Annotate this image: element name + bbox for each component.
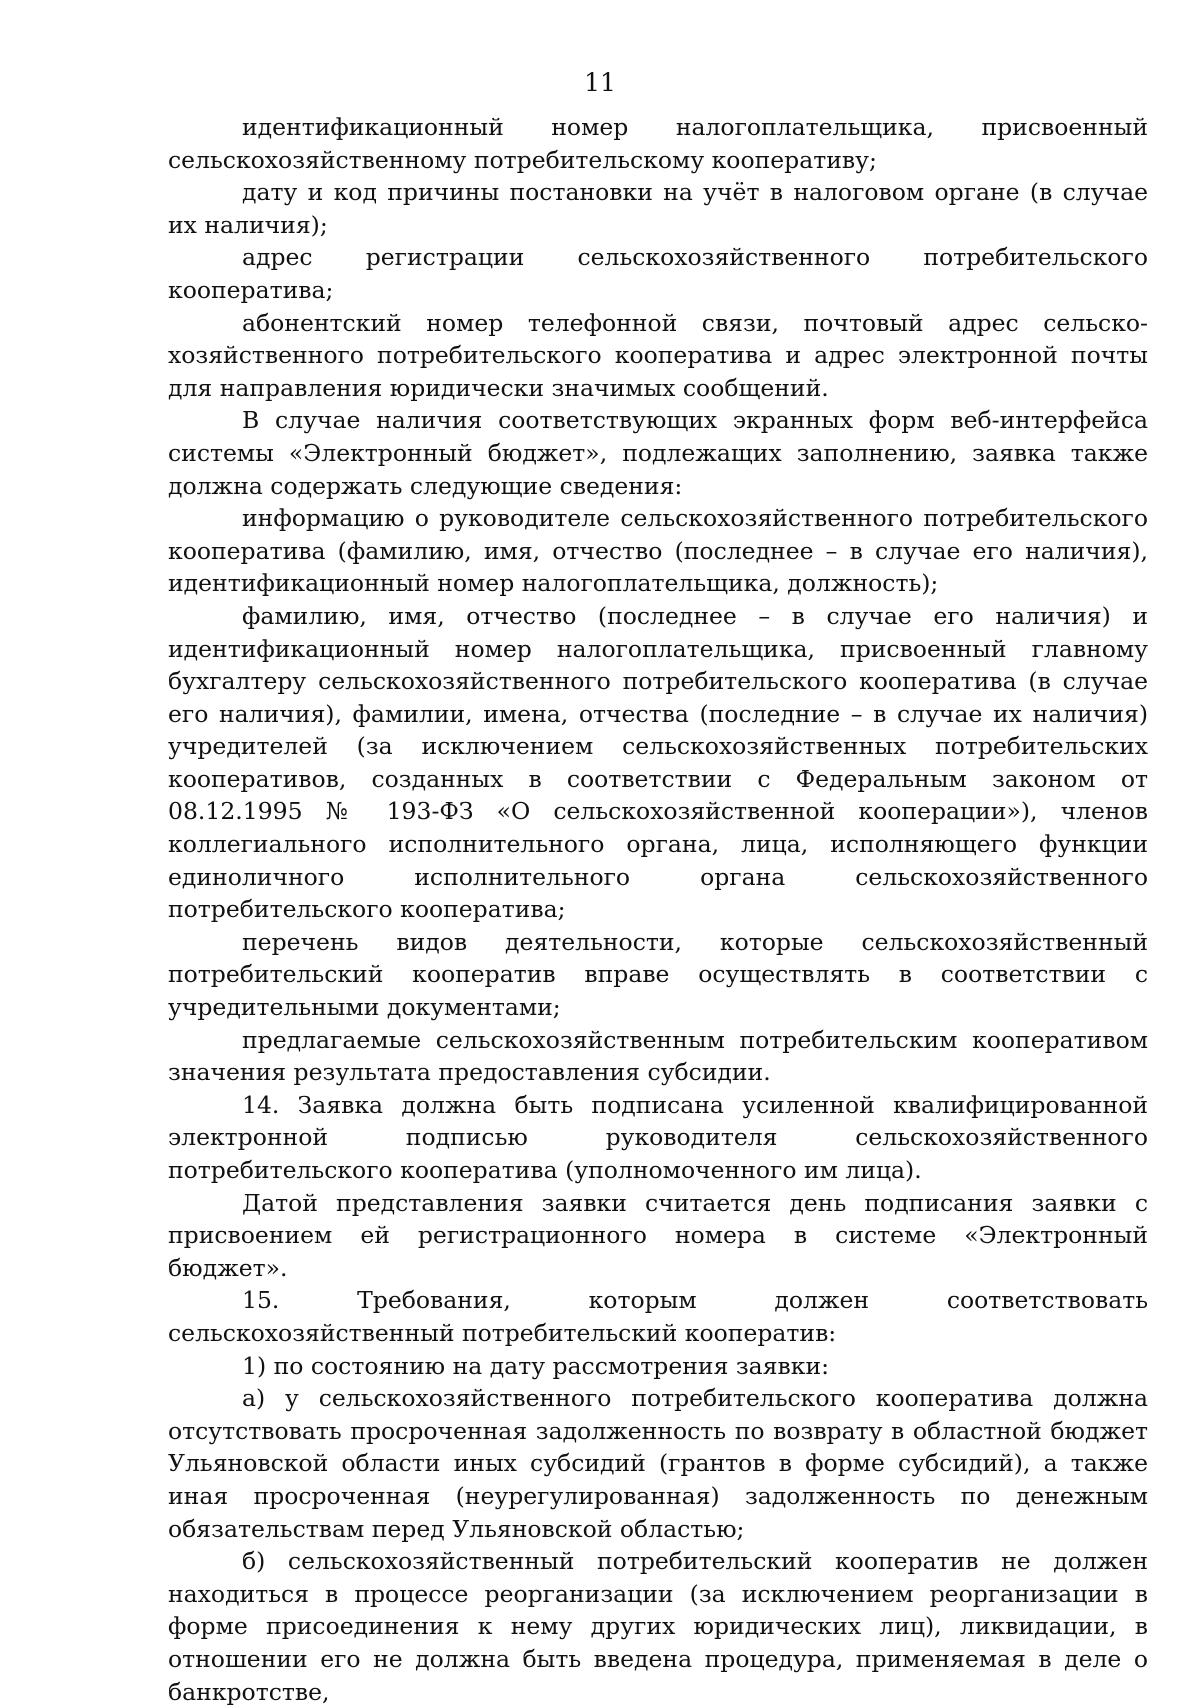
paragraph-clause-15: 15. Требования, которым должен соответствовать сельскохозяйственный потребительский кооператив: [168, 1286, 1148, 1347]
paragraph-contacts: абонентский номер телефонной связи, почтовый адрес сельскохозяйственного потребительского кооператива и адрес электронной почты для направления юридически значимых сообщений. [168, 308, 1148, 402]
paragraph-item-1: 1) по состоянию на дату рассмотрения заявки: [242, 1351, 830, 1380]
paragraph-activities: перечень видов деятельности, которые сельскохозяйственный потребительский кооператив вправе осуществлять в соответствии с учредительными документами; [168, 927, 1148, 1022]
paragraph-item-a: а) у сельскохозяйственного потребительского кооператива должна отсутствовать просроченная задолженность по возврату в областной бюджет Ульяновской области иных субсидий (грантов в форме субсидий), а также иная просроченная (неурегулированная) задолженность по денежным обязательствам перед Ульяновской областью; [168, 1384, 1148, 1543]
page-number: 11 [584, 68, 616, 97]
paragraph-submission-date: Датой представления заявки считается день подписания заявки с присвоением ей регистрационного номера в системе «Электронный бюджет». [168, 1188, 1148, 1282]
paragraph-address: адрес регистрации сельскохозяйственного потребительского кооператива; [168, 243, 1148, 304]
paragraph-taxpayer-id: идентификационный номер налогоплательщика, присвоенный сельскохозяйственному потребительскому кооперативу; [168, 113, 1148, 174]
paragraph-clause-14: 14. Заявка должна быть подписана усиленной квалифицированной электронной подписью руководителя сельскохозяйственного потребительского кооператива (уполномоченного им лица). [168, 1090, 1148, 1184]
paragraph-accountant-founders: фамилию, имя, отчество (последнее – в случае его наличия) и идентификационный номер налогоплательщика, присвоенный главному бухгалтеру сельскохозяйственного потребительского кооператива (в случае его наличия), фамилии, имена, отчества (последние – в случае их наличия) учредителей (за исключением сельскохозяйственных потребительских кооперативов, созданных в соответствии с Федеральным законом от 08.12.1995 № 193-ФЗ «О сельскохозяйственной кооперации»), членов коллегиального исполнительного органа, лица, исполняющего функции единоличного исполнительного органа сельскохозяйственного потребительского кооператива; [168, 601, 1148, 924]
paragraph-web-forms: В случае наличия соответствующих экранных форм веб-интерфейса системы «Электронный бюджет», подлежащих заполнению, заявка также должна содержать следующие сведения: [168, 406, 1148, 500]
paragraph-registration-date: дату и код причины постановки на учёт в налоговом органе (в случае их наличия); [168, 178, 1148, 239]
document-body [168, 111, 1148, 1708]
paragraph-item-b: б) сельскохозяйственный потребительский кооператив не должен находиться в процессе реорганизации (за исключением реорганизации в форме присоединения к нему других юридических лиц), ликвидации, в отношении его не должна быть введена процедура, применяемая в деле о банкротстве, [168, 1547, 1148, 1706]
paragraph-result-values: предлагаемые сельскохозяйственным потребительским кооперативом значения результата предоставления субсидии. [168, 1025, 1148, 1087]
paragraph-head-info: информацию о руководителе сельскохозяйственного потребительского кооператива (фамилию, имя, отчество (последнее – в случае его наличия), идентификационный номер налогоплательщика, должность); [168, 504, 1148, 598]
